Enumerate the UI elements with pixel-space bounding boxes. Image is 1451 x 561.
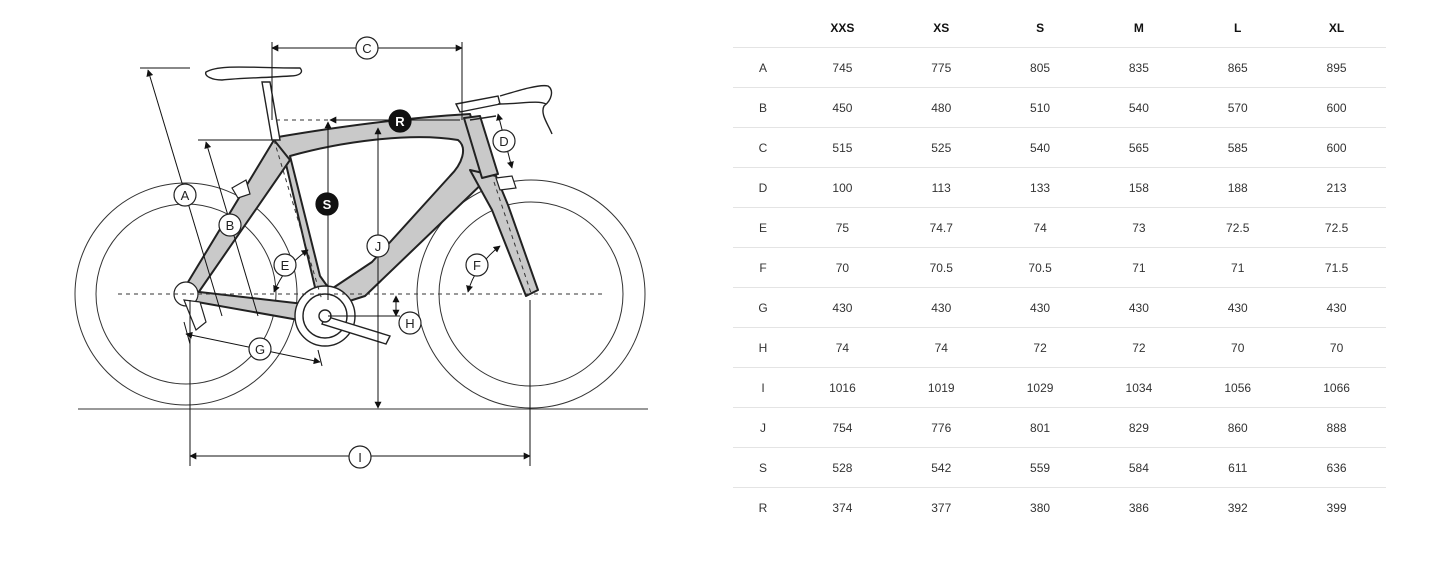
dimension-label-j [367, 235, 389, 257]
table-cell: 71 [1089, 248, 1188, 288]
table-row [733, 368, 1386, 408]
table-cell: 754 [793, 408, 892, 448]
table-row-label: C [733, 128, 793, 168]
table-cell: 430 [991, 288, 1090, 328]
table-row-label: F [733, 248, 793, 288]
table-cell: 72.5 [1188, 208, 1287, 248]
table-cell: 430 [1287, 288, 1386, 328]
table-row [733, 488, 1386, 528]
dimension-label-s [316, 193, 338, 215]
table-cell: 213 [1287, 168, 1386, 208]
table-cell: 745 [793, 48, 892, 88]
svg-text:S: S [322, 197, 332, 212]
table-cell: 70.5 [991, 248, 1090, 288]
table-cell: 510 [991, 88, 1090, 128]
svg-text:D: D [499, 134, 509, 149]
table-cell: 188 [1188, 168, 1287, 208]
svg-text:C: C [362, 41, 372, 56]
table-cell: 805 [991, 48, 1090, 88]
table-row [733, 208, 1386, 248]
table-cell: 559 [991, 448, 1090, 488]
table-row [733, 128, 1386, 168]
table-cell: 565 [1089, 128, 1188, 168]
dimension-label-e [274, 254, 296, 276]
svg-text:I: I [358, 450, 362, 465]
table-cell: 386 [1128, 500, 1149, 515]
table-cell: 515 [793, 128, 892, 168]
svg-text:H: H [405, 316, 415, 331]
table-cell: 525 [892, 128, 991, 168]
svg-text:G: G [254, 342, 266, 357]
table-row [733, 248, 1386, 288]
table-cell: 113 [892, 168, 991, 208]
table-row [733, 88, 1386, 128]
svg-text:J: J [374, 239, 382, 254]
table-cell: 1019 [892, 368, 991, 408]
table-row-label: R [758, 500, 768, 515]
table-row [733, 168, 1386, 208]
table-cell: 1016 [793, 368, 892, 408]
table-cell: 570 [1188, 88, 1287, 128]
table-header-size: M [1089, 8, 1188, 48]
dimension-label-c [356, 37, 378, 59]
table-cell: 430 [892, 288, 991, 328]
dimension-label-f [466, 254, 488, 276]
table-cell: 1066 [1287, 368, 1386, 408]
table-body [733, 48, 1386, 528]
table-cell: 71.5 [1287, 248, 1386, 288]
table-cell: 540 [1089, 88, 1188, 128]
table-cell: 600 [1287, 128, 1386, 168]
dimension-label-a [174, 184, 196, 206]
table-cell: 450 [793, 88, 892, 128]
table-cell: 835 [1089, 48, 1188, 88]
table-cell: 860 [1188, 408, 1287, 448]
table-cell: 70 [1287, 328, 1386, 368]
dimension-label-i [349, 446, 371, 468]
table-header-size: S [991, 8, 1090, 48]
svg-text:F: F [473, 258, 481, 273]
dimension-label-h [399, 312, 421, 334]
table-row-label: E [733, 208, 793, 248]
table-header-size: L [1188, 8, 1287, 48]
table-cell: 70 [793, 248, 892, 288]
svg-text:A: A [180, 188, 190, 203]
table-cell: 72 [991, 328, 1090, 368]
table-cell: 585 [1188, 128, 1287, 168]
table-row-label: G [733, 288, 793, 328]
table-cell: 430 [1089, 288, 1188, 328]
table-row [733, 328, 1386, 368]
table-cell: 74.7 [892, 208, 991, 248]
dimension-label-g [249, 338, 271, 360]
table-cell: 1056 [1188, 368, 1287, 408]
table-header-corner [733, 8, 793, 48]
table-cell: 70.5 [892, 248, 991, 288]
table-cell: 1034 [1089, 368, 1188, 408]
dimension-label-b [219, 214, 241, 236]
geometry-table [733, 8, 1386, 527]
table-row [733, 448, 1386, 488]
table-cell: 75 [793, 208, 892, 248]
table-cell: 72 [1089, 328, 1188, 368]
table-cell: 158 [1089, 168, 1188, 208]
table-cell: 895 [1287, 48, 1386, 88]
table-cell: 72.5 [1287, 208, 1386, 248]
table-cell: 377 [931, 500, 952, 515]
bike-geometry-diagram [0, 0, 720, 561]
table-cell: 70 [1188, 328, 1287, 368]
table-row [733, 48, 1386, 88]
table-row-label: D [733, 168, 793, 208]
table-cell: 801 [991, 408, 1090, 448]
table-cell: 584 [1089, 448, 1188, 488]
table-cell: 71 [1188, 248, 1287, 288]
svg-text:R: R [395, 114, 405, 129]
table-cell: 374 [832, 500, 853, 515]
table-header-size: XXS [793, 8, 892, 48]
table-cell: 430 [793, 288, 892, 328]
svg-text:B: B [225, 218, 235, 233]
table-cell: 888 [1287, 408, 1386, 448]
table-row-label: H [733, 328, 793, 368]
table-cell: 74 [892, 328, 991, 368]
table-row [733, 408, 1386, 448]
table-cell: 73 [1089, 208, 1188, 248]
svg-text:E: E [280, 258, 290, 273]
table-cell: 399 [1326, 500, 1347, 515]
seatpost-saddle [206, 67, 302, 140]
table-cell: 775 [892, 48, 991, 88]
table-cell: 829 [1089, 408, 1188, 448]
table-row-label: B [733, 88, 793, 128]
table-cell: 480 [892, 88, 991, 128]
table-cell: 380 [1030, 500, 1051, 515]
table-cell: 865 [1188, 48, 1287, 88]
table-row-label: A [733, 48, 793, 88]
table-header-row [733, 8, 1386, 48]
table-cell: 74 [991, 208, 1090, 248]
table-cell: 392 [1227, 500, 1248, 515]
table-cell: 528 [793, 448, 892, 488]
dimension-label-r [389, 110, 411, 132]
table-cell: 776 [892, 408, 991, 448]
table-cell: 100 [793, 168, 892, 208]
dimension-label-d [493, 130, 515, 152]
table-cell: 133 [991, 168, 1090, 208]
table-header-size: XL [1287, 8, 1386, 48]
table-header-size: XS [892, 8, 991, 48]
table-cell: 430 [1188, 288, 1287, 328]
table-row-label: S [733, 448, 793, 488]
table-cell: 600 [1287, 88, 1386, 128]
table-cell: 611 [1188, 448, 1287, 488]
table-cell: 636 [1287, 448, 1386, 488]
table-cell: 542 [892, 448, 991, 488]
table-row-label: J [733, 408, 793, 448]
table-cell: 540 [991, 128, 1090, 168]
table-row-label: I [733, 368, 793, 408]
table-cell: 74 [793, 328, 892, 368]
table-row [733, 288, 1386, 328]
table-cell: 1029 [991, 368, 1090, 408]
